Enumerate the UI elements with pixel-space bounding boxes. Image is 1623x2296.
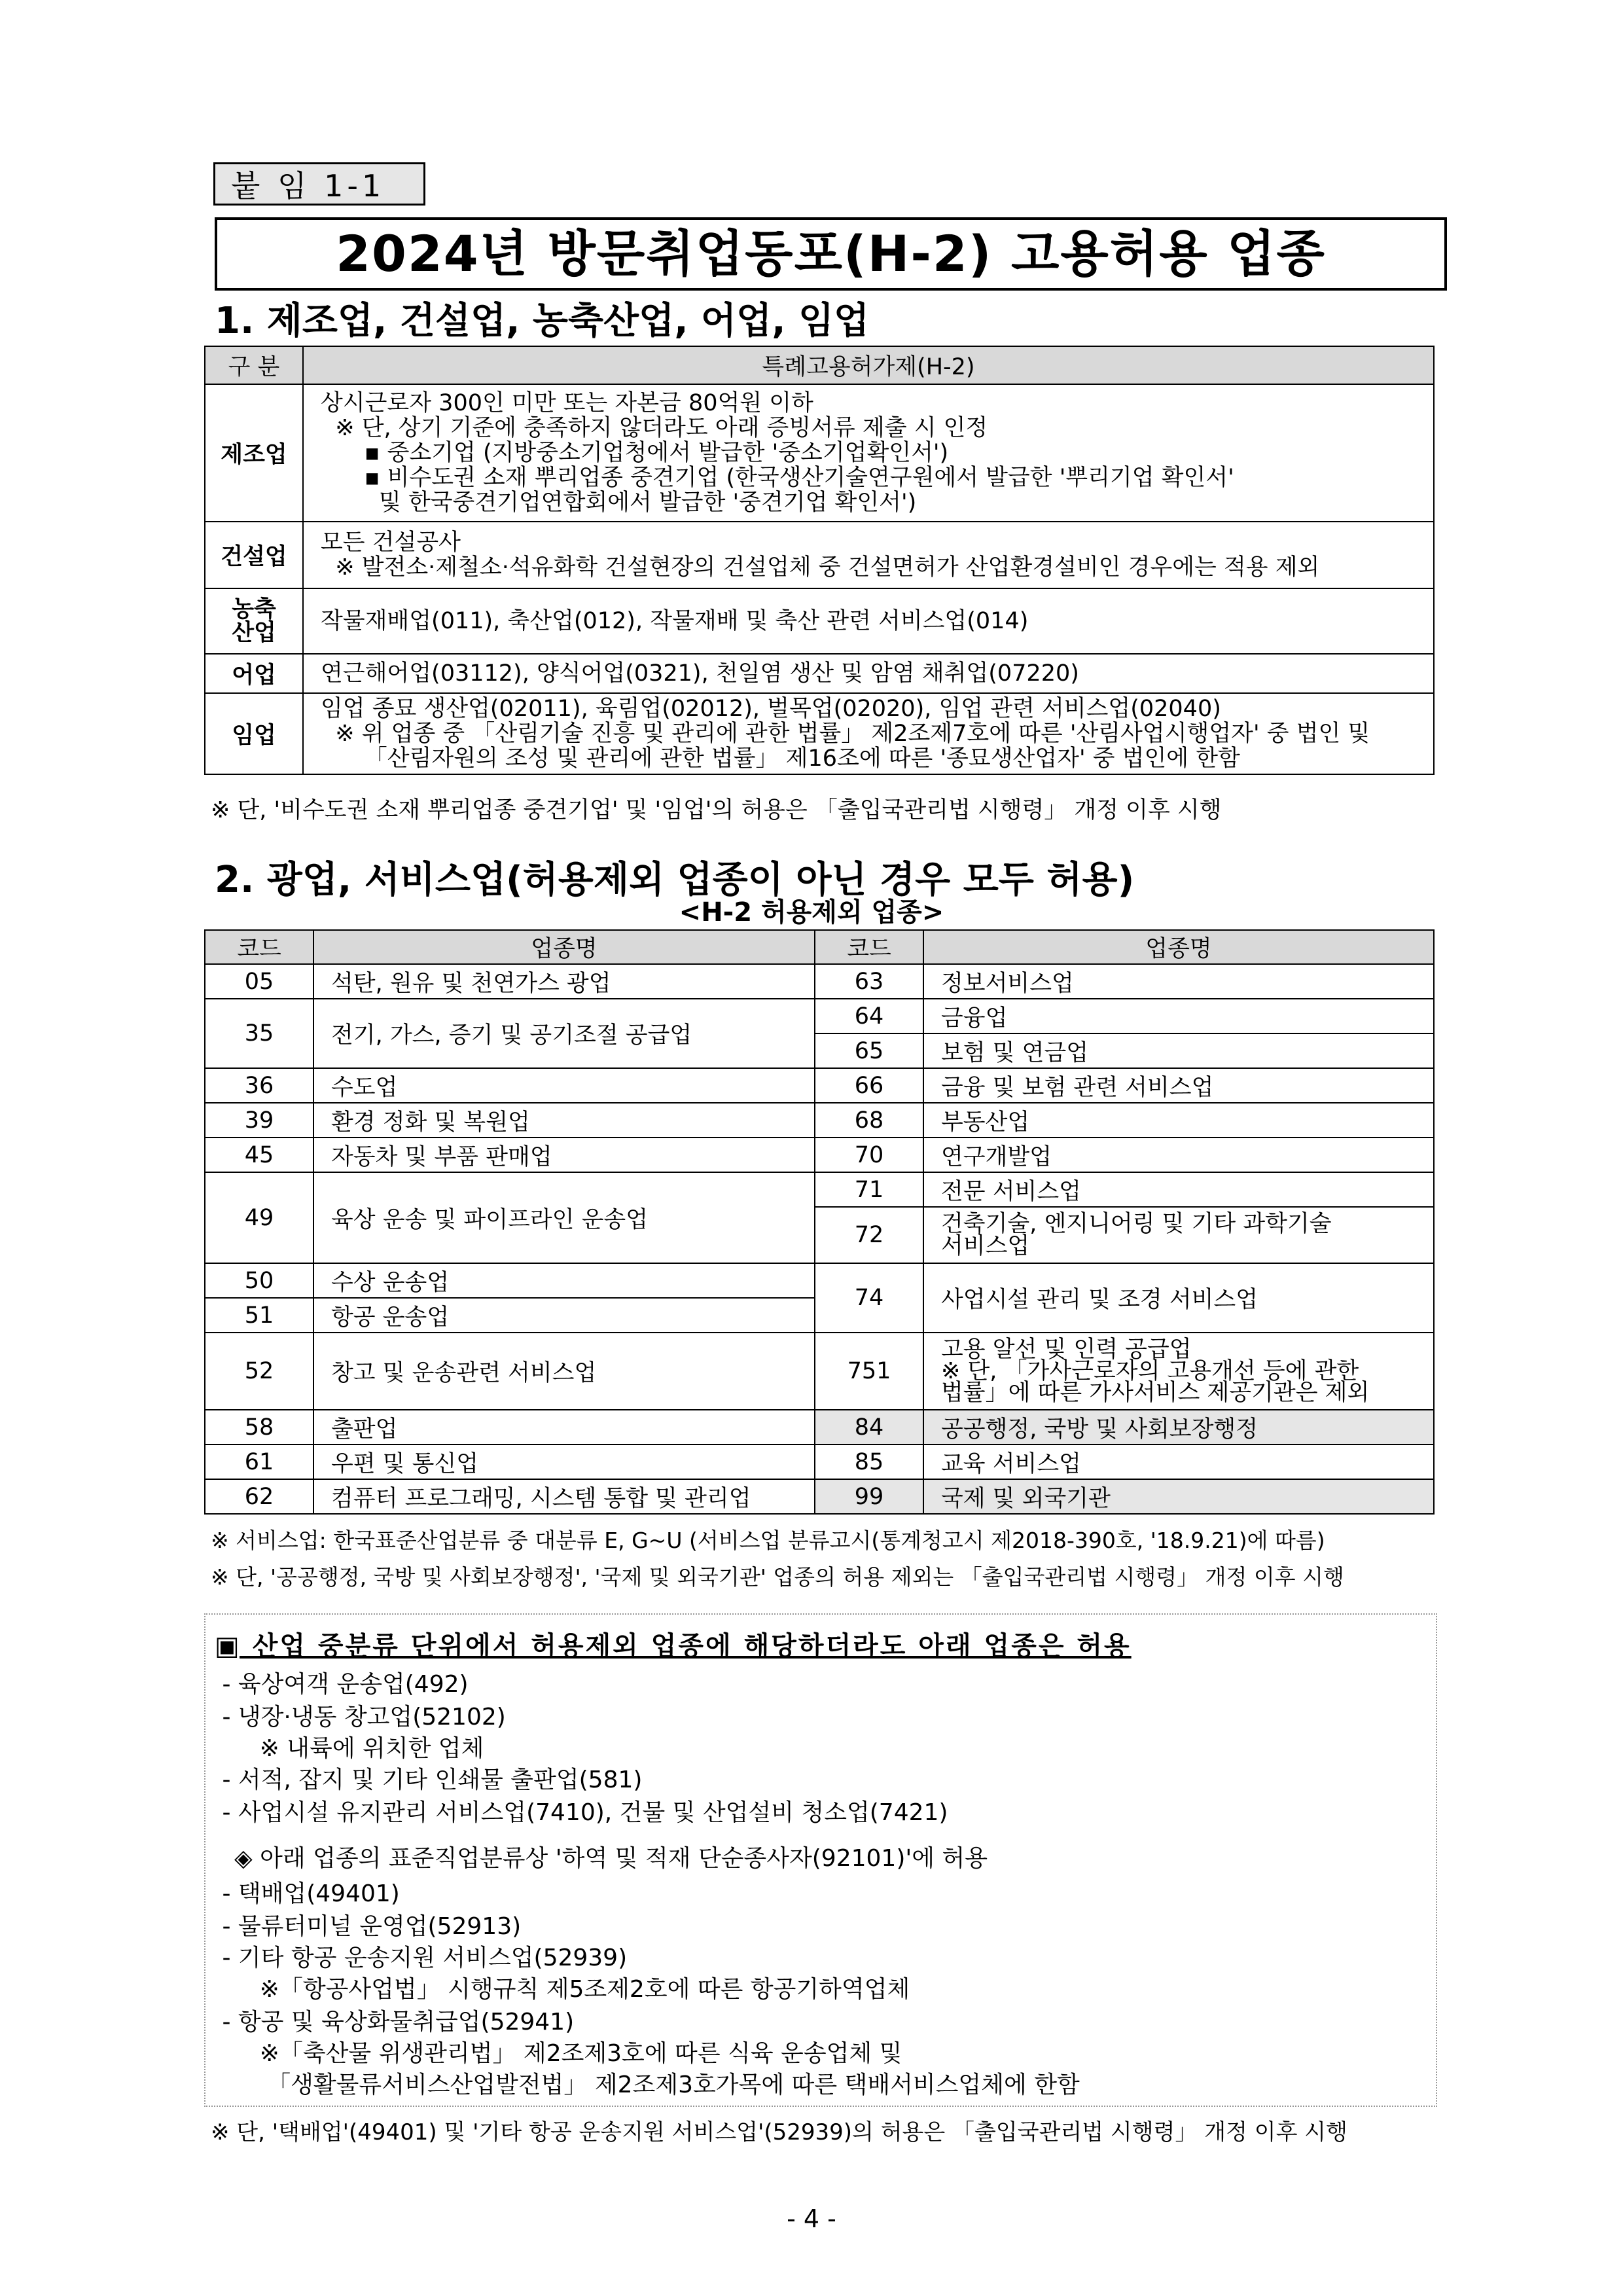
name-cell: 컴퓨터 프로그래밍, 시스템 통합 및 관리업 [313, 1479, 815, 1514]
code-cell: 05 [205, 964, 313, 999]
name-cell: 석탄, 원유 및 천연가스 광업 [313, 964, 815, 999]
list-item: 「생활물류서비스산업발전법」 제2조제3호가목에 따른 택배서비스업체에 한함 [215, 2072, 1080, 2098]
desc-fishery: 연근해어업(03112), 양식어업(0321), 천일염 생산 및 암염 채취업(07220) [303, 654, 1434, 693]
list-item: ※「축산물 위생관리법」 제2조제3호에 따른 식육 운송업체 및 [215, 2040, 902, 2067]
name-cell: 공공행정, 국방 및 사회보장행정 [923, 1410, 1434, 1444]
category-manufacturing: 제조업 [205, 384, 303, 522]
name-cell: 부동산업 [923, 1103, 1434, 1138]
name-cell: 고용 알선 및 인력 공급업 ※ 단, 「가사근로자의 고용개선 등에 관한 법률」에 따른 가사서비스 제공기관은 제외 [923, 1333, 1434, 1410]
name-cell: 우편 및 통신업 [313, 1444, 815, 1479]
code-cell: 52 [205, 1333, 313, 1410]
section2-subheading: <H-2 허용제외 업종> [679, 897, 944, 927]
category-fishery: 어업 [205, 654, 303, 693]
code-cell: 39 [205, 1103, 313, 1138]
desc-manufacturing: 상시근로자 300인 미만 또는 자본금 80억원 이하 ※ 단, 상기 기준에 충족하지 않더라도 아래 증빙서류 제출 시 인정 ▪ 중소기업 (지방중소기업청에서 발급한 '중소기업확인서') ▪ 비수도권 소재 뿌리업종 중견기업 (한국생산기술연구원에서 발급한 '뿌리기업 확인서' 및 한국중견기업연합회에서 발급한 '중견기업 확인서') [303, 384, 1434, 522]
name-cell: 육상 운송 및 파이프라인 운송업 [313, 1172, 815, 1263]
name-cell: 수상 운송업 [313, 1263, 815, 1298]
col-category: 구 분 [205, 346, 303, 384]
section2-heading: 2. 광업, 서비스업(허용제외 업종이 아닌 경우 모두 허용) [215, 859, 1135, 901]
code-cell: 751 [815, 1333, 923, 1410]
box-subheading: ◈ 아래 업종의 표준직업분류상 '하역 및 적재 단순종사자(92101)'에 허용 [234, 1845, 988, 1872]
category-agriculture: 농축 산업 [205, 588, 303, 654]
list-item: - 기타 항공 운송지원 서비스업(52939) [215, 1945, 628, 1971]
name-cell: 연구개발업 [923, 1138, 1434, 1172]
code-cell: 68 [815, 1103, 923, 1138]
code-cell: 72 [815, 1207, 923, 1263]
code-cell: 85 [815, 1444, 923, 1479]
col-system: 특례고용허가제(H-2) [303, 346, 1434, 384]
page-title: 2024년 방문취업동포(H-2) 고용허용 업종 [215, 217, 1447, 291]
name-cell: 자동차 및 부품 판매업 [313, 1138, 815, 1172]
col-code-left: 코드 [205, 930, 313, 964]
exclusion-table [204, 929, 1435, 1515]
name-cell: 항공 운송업 [313, 1298, 815, 1333]
name-cell: 출판업 [313, 1410, 815, 1444]
name-cell: 금융 및 보험 관련 서비스업 [923, 1068, 1434, 1103]
code-cell: 62 [205, 1479, 313, 1514]
code-cell: 65 [815, 1033, 923, 1068]
desc-agriculture: 작물재배업(011), 축산업(012), 작물재배 및 축산 관련 서비스업(014) [303, 588, 1434, 654]
list-item: ※ 내륙에 위치한 업체 [215, 1735, 484, 1762]
list-item: - 사업시설 유지관리 서비스업(7410), 건물 및 산업설비 청소업(7421) [215, 1799, 948, 1826]
code-cell: 99 [815, 1479, 923, 1514]
page-number: - 4 - [787, 2204, 836, 2233]
code-cell: 84 [815, 1410, 923, 1444]
name-cell: 수도업 [313, 1068, 815, 1103]
name-cell: 정보서비스업 [923, 964, 1434, 999]
name-cell: 전문 서비스업 [923, 1172, 1434, 1207]
name-cell: 보험 및 연금업 [923, 1033, 1434, 1068]
code-cell: 74 [815, 1263, 923, 1333]
list-item: - 냉장·냉동 창고업(52102) [215, 1704, 506, 1731]
code-cell: 71 [815, 1172, 923, 1207]
code-cell: 70 [815, 1138, 923, 1172]
code-cell: 35 [205, 999, 313, 1068]
name-cell: 교육 서비스업 [923, 1444, 1434, 1479]
list-item: - 택배업(49401) [215, 1880, 400, 1907]
list-item: ※「항공사업법」 시행규칙 제5조제2호에 따른 항공기하역업체 [215, 1976, 910, 2003]
name-cell: 사업시설 관리 및 조경 서비스업 [923, 1263, 1434, 1333]
code-cell: 63 [815, 964, 923, 999]
box-heading: ▣ 산업 중분류 단위에서 허용제외 업종에 해당하더라도 아래 업종은 허용 [215, 1631, 1132, 1661]
code-cell: 51 [205, 1298, 313, 1333]
name-cell: 금융업 [923, 999, 1434, 1033]
section1-note: ※ 단, '비수도권 소재 뿌리업종 중견기업' 및 '임업'의 허용은 「출입국관리법 시행령」 개정 이후 시행 [211, 797, 1222, 823]
name-cell: 국제 및 외국기관 [923, 1479, 1434, 1514]
code-cell: 61 [205, 1444, 313, 1479]
attachment-badge: 붙 임 1-1 [213, 162, 425, 206]
category-forestry: 임업 [205, 693, 303, 774]
desc-forestry: 임업 종묘 생산업(02011), 육림업(02012), 벌목업(02020), 임업 관련 서비스업(02040) ※ 위 업종 중 「산림기술 진흥 및 관리에 관한 법률」 제2조제7호에 따른 '산림사업시행업자' 중 법인 및 「산림자원의 조성 및 관리에 관한 법률」 제16조에 따른 '종묘생산업자' 중 법인에 한함 [303, 693, 1434, 774]
code-cell: 49 [205, 1172, 313, 1263]
list-item: - 육상여객 운송업(492) [215, 1671, 469, 1698]
allowed-exceptions-box [204, 1613, 1437, 2107]
section2-note2: ※ 단, '공공행정, 국방 및 사회보장행정', '국제 및 외국기관' 업종의 허용 제외는 「출입국관리법 시행령」 개정 이후 시행 [211, 1564, 1344, 1590]
col-code-right: 코드 [815, 930, 923, 964]
code-cell: 58 [205, 1410, 313, 1444]
name-cell: 건축기술, 엔지니어링 및 기타 과학기술 서비스업 [923, 1207, 1434, 1263]
name-cell: 창고 및 운송관련 서비스업 [313, 1333, 815, 1410]
list-item: - 항공 및 육상화물취급업(52941) [215, 2009, 575, 2036]
code-cell: 50 [205, 1263, 313, 1298]
category-construction: 건설업 [205, 522, 303, 588]
section1-table [204, 346, 1435, 775]
name-cell: 환경 정화 및 복원업 [313, 1103, 815, 1138]
list-item: - 물류터미널 운영업(52913) [215, 1913, 522, 1940]
code-cell: 64 [815, 999, 923, 1033]
section2-note1: ※ 서비스업: 한국표준산업분류 중 대분류 E, G~U (서비스업 분류고시(통계청고시 제2018-390호, '18.9.21)에 따름) [211, 1528, 1325, 1553]
code-cell: 66 [815, 1068, 923, 1103]
code-cell: 45 [205, 1138, 313, 1172]
final-note: ※ 단, '택배업'(49401) 및 '기타 항공 운송지원 서비스업'(52939)의 허용은 「출입국관리법 시행령」 개정 이후 시행 [211, 2119, 1347, 2145]
col-name-left: 업종명 [313, 930, 815, 964]
desc-construction: 모든 건설공사 ※ 발전소·제철소·석유화학 건설현장의 건설업체 중 건설면허가 산업환경설비인 경우에는 적용 제외 [303, 522, 1434, 588]
code-cell: 36 [205, 1068, 313, 1103]
col-name-right: 업종명 [923, 930, 1434, 964]
section1-heading: 1. 제조업, 건설업, 농축산업, 어업, 임업 [215, 300, 870, 342]
name-cell: 전기, 가스, 증기 및 공기조절 공급업 [313, 999, 815, 1068]
list-item: - 서적, 잡지 및 기타 인쇄물 출판업(581) [215, 1767, 643, 1793]
